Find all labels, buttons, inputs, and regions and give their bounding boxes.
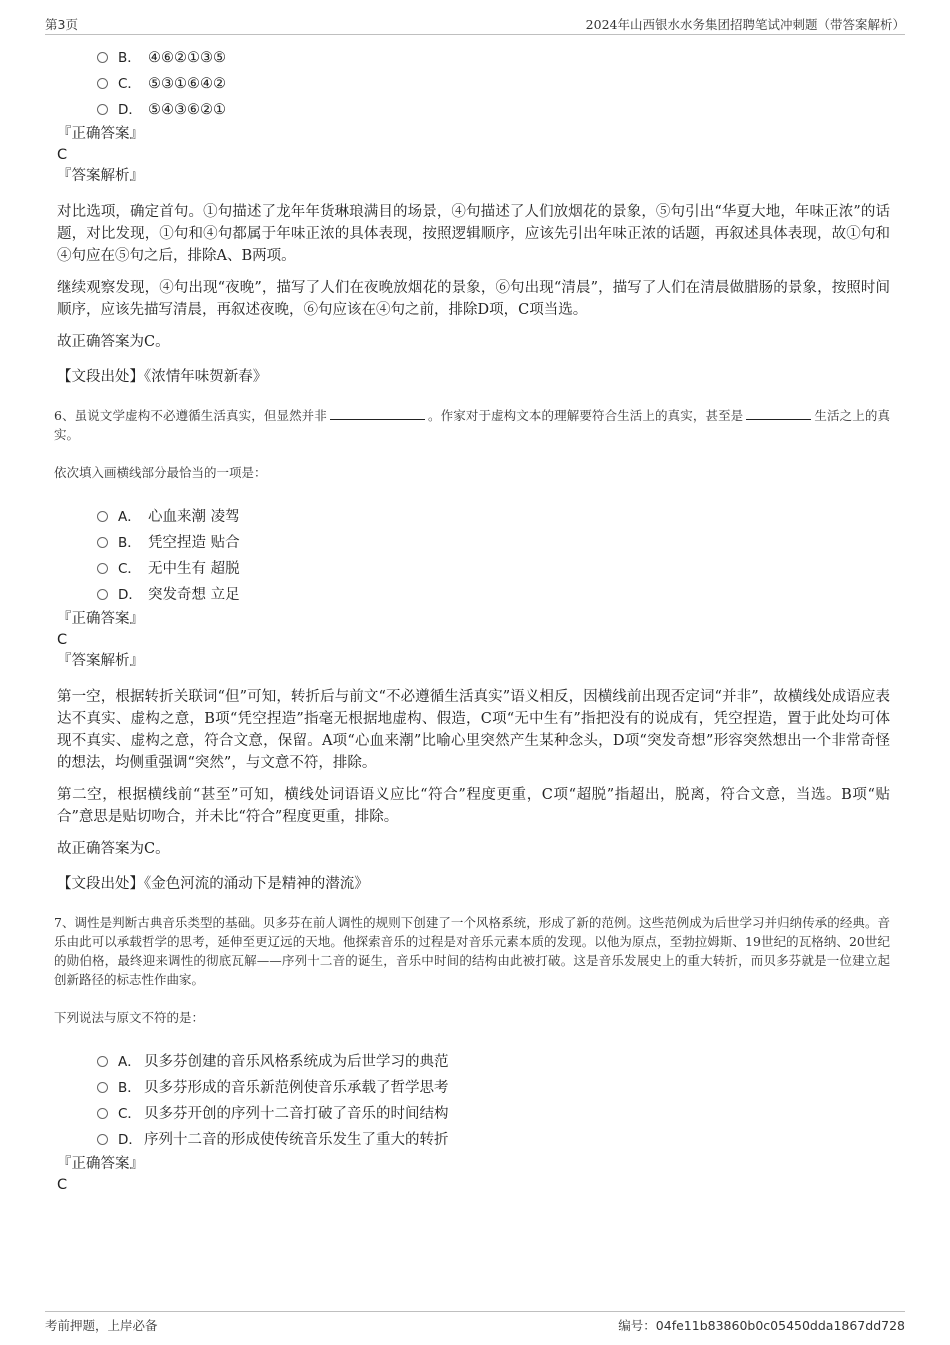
q5-analysis-paragraph: 对比选项，确定首句。①句描述了龙年年货琳琅满目的场景，④句描述了人们放烟花的景象，⑤句引出“华夏大地，年味正浓”的话题，对比发现，①句和④句都属于年味正浓的具体表现，按照逻辑顺序，应该先引出年味正浓的话题，再叙述具体表现，故①句和④句应在⑤句之后，排除A、B两项。 bbox=[57, 204, 890, 264]
fill-blank-1 bbox=[330, 407, 425, 420]
option-q7-d[interactable]: D． 序列十二音的形成使传统音乐发生了重大的转折 bbox=[97, 1127, 890, 1153]
radio-icon[interactable] bbox=[97, 1056, 108, 1067]
page-footer bbox=[45, 1311, 905, 1334]
serial-number: 编号：04fe11b83860b0c05450dda1867dd728 bbox=[618, 1318, 905, 1333]
q5-analysis-conclusion: 故正确答案为C。 bbox=[57, 334, 170, 350]
option-q5-c[interactable]: C． ⑤③①⑥④② bbox=[97, 71, 890, 97]
radio-icon[interactable] bbox=[97, 1108, 108, 1119]
q5-options bbox=[57, 45, 890, 123]
radio-icon[interactable] bbox=[97, 589, 108, 600]
document-title: 2024年山西银水水务集团招聘笔试冲刺题（带答案解析） bbox=[585, 17, 905, 32]
q5-answer: C bbox=[57, 147, 68, 163]
q6-analysis-paragraph: 第一空，根据转折关联词“但”可知，转折后与前文“不必遵循生活真实”语义相反，因横线前出现否定词“并非”，故横线处成语应表达不真实、虚构之意，B项“凭空捏造”指毫无根据地虚构、假造，C项“无中生有”指把没有的说成有，凭空捏造，置于此处均可体现不真实、虚构之意，符合文意，保留。A项“心血来潮”比喻心里突然产生某种念头，D项“突发奇想”形容突然想出一个非常奇怪的想法，均侧重强调“突然”，与文意不符，排除。 bbox=[57, 689, 890, 771]
radio-icon[interactable] bbox=[97, 52, 108, 63]
page-number: 第3页 bbox=[45, 17, 78, 32]
option-q6-d[interactable]: D． 突发奇想 立足 bbox=[97, 582, 890, 608]
q6-answer-label: 『正确答案』 bbox=[57, 611, 144, 627]
option-q6-b[interactable]: B． 凭空捏造 贴合 bbox=[97, 530, 890, 556]
fill-blank-2 bbox=[746, 407, 811, 420]
page-content bbox=[54, 45, 890, 1195]
q7-answer: C bbox=[57, 1177, 68, 1193]
radio-icon[interactable] bbox=[97, 1134, 108, 1145]
footer-slogan: 考前押题，上岸必备 bbox=[45, 1318, 158, 1333]
option-q7-c[interactable]: C． 贝多芬开创的序列十二音打破了音乐的时间结构 bbox=[97, 1101, 890, 1127]
q6-analysis-paragraph: 第二空，根据横线前“甚至”可知，横线处词语语义应比“符合”程度更重，C项“超脱”指超出，脱离，符合文意，当选。B项“贴合”意思是贴切吻合，并未比“符合”程度更重，排除。 bbox=[57, 787, 890, 825]
q7-prompt: 下列说法与原文不符的是： bbox=[54, 1010, 205, 1025]
q5-analysis-paragraph: 继续观察发现，④句出现“夜晚”，描写了人们在夜晚放烟花的景象，⑥句出现“清晨”，描写了人们在清晨做腊肠的景象，按照时间顺序，应该先描写清晨，再叙述夜晚，⑥句应该在④句之前，排除D项，C项当选。 bbox=[57, 280, 890, 318]
option-q6-c[interactable]: C． 无中生有 超脱 bbox=[97, 556, 890, 582]
radio-icon[interactable] bbox=[97, 511, 108, 522]
q6-source: 【文段出处】《金色河流的涌动下是精神的潜流》 bbox=[57, 876, 369, 892]
option-q7-a[interactable]: A． 贝多芬创建的音乐风格系统成为后世学习的典范 bbox=[97, 1049, 890, 1075]
q6-analysis-conclusion: 故正确答案为C。 bbox=[57, 841, 170, 857]
option-q6-a[interactable]: A． 心血来潮 凌驾 bbox=[97, 504, 890, 530]
q7-options bbox=[57, 1049, 890, 1153]
q6-options bbox=[57, 504, 890, 608]
q6-stem: 6、虽说文学虚构不必遵循生活真实，但显然并非 。作家对于虚构文本的理解要符合生活上的真实，甚至是 生活之上的真实。 bbox=[54, 408, 890, 442]
radio-icon[interactable] bbox=[97, 563, 108, 574]
q7-answer-label: 『正确答案』 bbox=[57, 1156, 144, 1172]
option-q7-b[interactable]: B． 贝多芬形成的音乐新范例使音乐承载了哲学思考 bbox=[97, 1075, 890, 1101]
q5-source: 【文段出处】《浓情年味贺新春》 bbox=[57, 369, 268, 385]
option-q5-b[interactable]: B． ④⑥②①③⑤ bbox=[97, 45, 890, 71]
radio-icon[interactable] bbox=[97, 78, 108, 89]
option-q5-d[interactable]: D． ⑤④③⑥②① bbox=[97, 97, 890, 123]
q5-answer-label: 『正确答案』 bbox=[57, 126, 144, 142]
q7-stem: 7、调性是判断古典音乐类型的基础。贝多芬在前人调性的规则下创建了一个风格系统，形成了新的范例。这些范例成为后世学习并归纳传承的经典。音乐由此可以承载哲学的思考，延伸至更辽远的天地。他探索音乐的过程是对音乐元素本质的发现。以他为原点，至勃拉姆斯、19世纪的瓦格纳、20世纪的勋伯格，最终迎来调性的彻底瓦解——序列十二音的诞生，音乐中时间的结构由此被打破。这是音乐发展史上的重大转折，而贝多芬就是一位建立起创新路径的标志性作曲家。 bbox=[54, 915, 890, 987]
radio-icon[interactable] bbox=[97, 1082, 108, 1093]
radio-icon[interactable] bbox=[97, 104, 108, 115]
q5-analysis-label: 『答案解析』 bbox=[57, 168, 144, 184]
q6-answer: C bbox=[57, 632, 68, 648]
radio-icon[interactable] bbox=[97, 537, 108, 548]
q6-analysis-label: 『答案解析』 bbox=[57, 653, 144, 669]
q6-prompt: 依次填入画横线部分最恰当的一项是： bbox=[54, 465, 267, 480]
page-header bbox=[45, 12, 905, 35]
